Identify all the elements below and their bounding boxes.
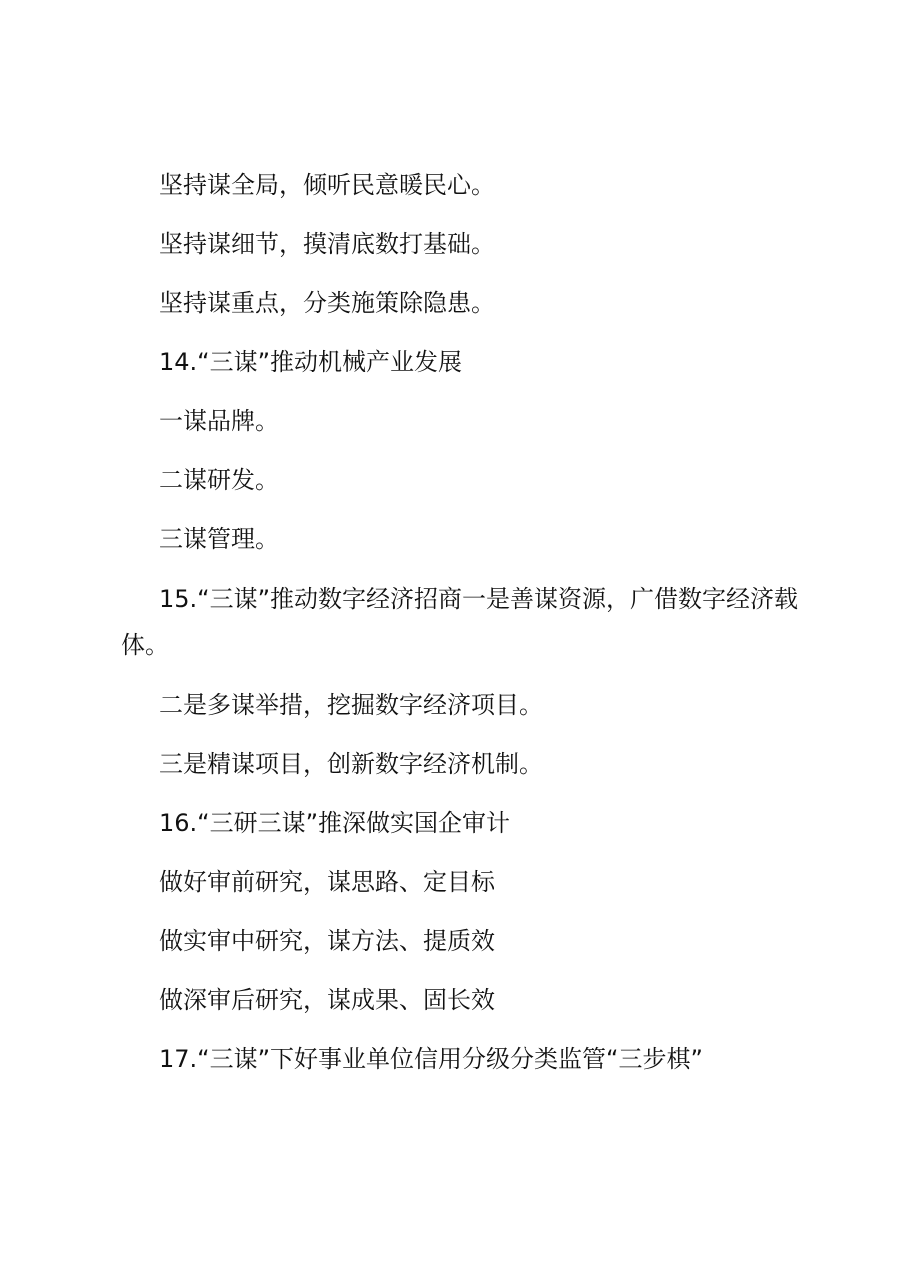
section-heading: 14.“三谋”推动机械产业发展 bbox=[159, 348, 463, 376]
paragraph: 坚持谋细节，摸清底数打基础。 bbox=[159, 230, 495, 258]
document-body bbox=[121, 163, 801, 1096]
paragraph: 二是多谋举措，挖掘数字经济项目。 bbox=[159, 691, 543, 719]
section-heading: 17.“三谋”下好事业单位信用分级分类监管“三步棋” bbox=[159, 1045, 703, 1073]
section-heading: 16.“三研三谋”推深做实国企审计 bbox=[159, 809, 511, 837]
paragraph: 三谋管理。 bbox=[159, 525, 279, 553]
paragraph: 二谋研发。 bbox=[159, 466, 279, 494]
section-heading: 15.“三谋”推动数字经济招商一是善谋资源，广借数字经济载体。 bbox=[121, 585, 799, 659]
paragraph: 做实审中研究，谋方法、提质效 bbox=[159, 927, 495, 955]
paragraph: 做好审前研究，谋思路、定目标 bbox=[159, 868, 495, 896]
paragraph: 坚持谋重点，分类施策除隐患。 bbox=[159, 289, 495, 317]
paragraph: 一谋品牌。 bbox=[159, 407, 279, 435]
paragraph: 做深审后研究，谋成果、固长效 bbox=[159, 986, 495, 1014]
paragraph: 三是精谋项目，创新数字经济机制。 bbox=[159, 750, 543, 778]
paragraph: 坚持谋全局，倾听民意暖民心。 bbox=[159, 171, 495, 199]
